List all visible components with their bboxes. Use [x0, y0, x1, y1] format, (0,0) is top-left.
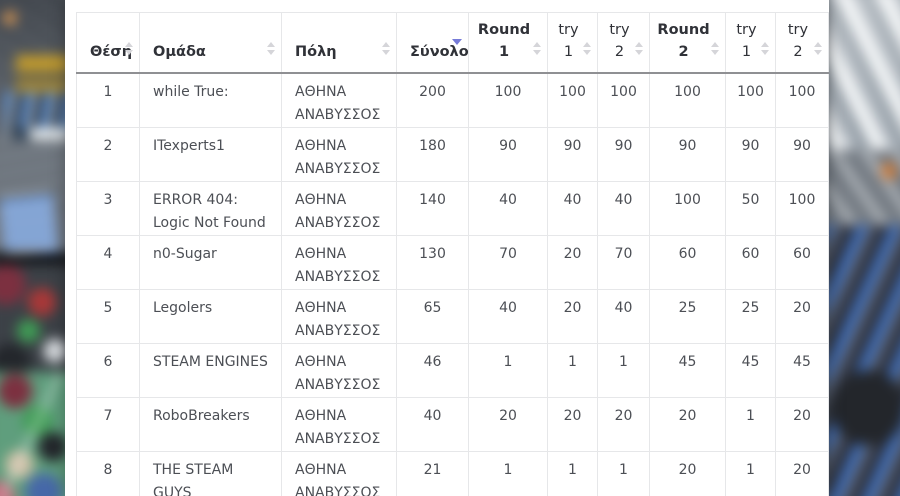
table-cell: 40	[469, 182, 548, 236]
column-label-line1: Round	[657, 22, 710, 38]
table-cell: 20	[776, 398, 829, 452]
table-cell: 140	[397, 182, 469, 236]
table-cell: ΑΘΗΝΑ ΑΝΑΒΥΣΣΟΣ	[282, 73, 397, 128]
table-cell: 4	[77, 236, 140, 290]
table-cell: 90	[726, 128, 776, 182]
table-cell: ERROR 404: Logic Not Found	[140, 182, 282, 236]
table-cell: ΑΘΗΝΑ ΑΝΑΒΥΣΣΟΣ	[282, 290, 397, 344]
table-cell: ΑΘΗΝΑ ΑΝΑΒΥΣΣΟΣ	[282, 344, 397, 398]
table-row	[77, 73, 829, 128]
table-row	[77, 398, 829, 452]
table-cell: 20	[469, 398, 548, 452]
table-cell: 90	[548, 128, 598, 182]
column-label-line2: 2	[793, 44, 803, 60]
right-stand-crowd	[825, 225, 900, 496]
column-header-r1try1[interactable]	[548, 13, 598, 74]
table-cell: 50	[726, 182, 776, 236]
table-cell: 25	[650, 290, 726, 344]
table-cell: ΑΘΗΝΑ ΑΝΑΒΥΣΣΟΣ	[282, 236, 397, 290]
table-cell: 60	[726, 236, 776, 290]
column-header-r2try2[interactable]	[776, 13, 829, 74]
table-cell: 200	[397, 73, 469, 128]
column-header-r1try2[interactable]	[598, 13, 650, 74]
table-cell: 100	[598, 73, 650, 128]
table-cell: 8	[77, 452, 140, 496]
table-cell: 20	[598, 398, 650, 452]
table-cell: RoboBreakers	[140, 398, 282, 452]
table-cell: 2	[77, 128, 140, 182]
table-cell: 1	[726, 398, 776, 452]
table-row	[77, 344, 829, 398]
table-cell: 40	[397, 398, 469, 452]
table-cell: 100	[650, 73, 726, 128]
sort-toggle-icon[interactable]	[583, 42, 592, 55]
sort-toggle-icon[interactable]	[533, 42, 542, 55]
table-cell: 100	[776, 73, 829, 128]
table-cell: 20	[650, 452, 726, 496]
column-label-line1: try	[558, 22, 579, 38]
table-cell: 1	[726, 452, 776, 496]
table-row	[77, 452, 829, 496]
leaderboard-table	[76, 12, 829, 496]
column-label-line1: Πόλη	[295, 44, 337, 60]
table-cell: 90	[598, 128, 650, 182]
column-label-line1: Θέση	[90, 44, 133, 60]
sort-toggle-icon[interactable]	[635, 42, 644, 55]
table-cell: 70	[598, 236, 650, 290]
column-label-line2: 2	[614, 44, 625, 60]
column-header-total[interactable]	[397, 13, 469, 74]
table-cell: 21	[397, 452, 469, 496]
table-cell: 20	[650, 398, 726, 452]
table-cell: 20	[548, 290, 598, 344]
table-cell: 6	[77, 344, 140, 398]
table-cell: 5	[77, 290, 140, 344]
table-cell: 1	[469, 452, 548, 496]
table-cell: Legolers	[140, 290, 282, 344]
table-cell: 1	[548, 344, 598, 398]
table-cell: ΑΘΗΝΑ ΑΝΑΒΥΣΣΟΣ	[282, 452, 397, 496]
table-cell: THE STEAM GUYS	[140, 452, 282, 496]
table-row	[77, 182, 829, 236]
table-cell: ΑΘΗΝΑ ΑΝΑΒΥΣΣΟΣ	[282, 182, 397, 236]
table-cell: 60	[776, 236, 829, 290]
sort-toggle-icon[interactable]	[711, 42, 720, 55]
table-cell: 25	[726, 290, 776, 344]
column-label-line2: 1	[498, 44, 510, 60]
table-cell: 90	[650, 128, 726, 182]
table-cell: 45	[650, 344, 726, 398]
table-cell: STEAM ENGINES	[140, 344, 282, 398]
content-card	[65, 0, 829, 496]
table-row	[77, 236, 829, 290]
table-cell: 45	[776, 344, 829, 398]
table-row	[77, 128, 829, 182]
column-header-position[interactable]	[77, 13, 140, 74]
sort-toggle-icon[interactable]	[125, 42, 134, 55]
sort-toggle-icon[interactable]	[814, 42, 823, 55]
column-label-line1: try	[609, 22, 630, 38]
column-header-round1[interactable]	[469, 13, 548, 74]
column-label-line2: 2	[678, 44, 689, 60]
table-cell: 100	[726, 73, 776, 128]
table-cell: 60	[650, 236, 726, 290]
table-cell: 40	[548, 182, 598, 236]
table-cell: 130	[397, 236, 469, 290]
table-cell: 90	[469, 128, 548, 182]
table-row	[77, 290, 829, 344]
column-label-line2: 1	[563, 44, 574, 60]
sort-toggle-icon[interactable]	[761, 42, 770, 55]
table-cell: 100	[650, 182, 726, 236]
table-cell: 46	[397, 344, 469, 398]
column-label-line1: Ομάδα	[153, 44, 206, 60]
table-cell: ΑΘΗΝΑ ΑΝΑΒΥΣΣΟΣ	[282, 128, 397, 182]
column-label-line1: try	[736, 22, 757, 38]
table-cell: ITexperts1	[140, 128, 282, 182]
table-cell: ΑΘΗΝΑ ΑΝΑΒΥΣΣΟΣ	[282, 398, 397, 452]
table-cell: 20	[776, 452, 829, 496]
table-cell: 7	[77, 398, 140, 452]
table-cell: 40	[598, 182, 650, 236]
column-label-line1: try	[787, 22, 809, 38]
sort-desc-icon[interactable]	[452, 39, 462, 46]
table-cell: 3	[77, 182, 140, 236]
table-header-row	[77, 13, 829, 74]
table-cell: 100	[776, 182, 829, 236]
arena-spotlight	[2, 10, 18, 26]
table-cell: 1	[77, 73, 140, 128]
column-header-round2[interactable]	[650, 13, 726, 74]
table-cell: n0-Sugar	[140, 236, 282, 290]
table-cell: 40	[469, 290, 548, 344]
roof-light	[880, 160, 898, 182]
table-cell: 20	[776, 290, 829, 344]
column-header-city[interactable]	[282, 13, 397, 74]
table-cell: 40	[598, 290, 650, 344]
column-label-line1: Σύνολο	[410, 44, 469, 60]
table-cell: 100	[469, 73, 548, 128]
sort-toggle-icon[interactable]	[382, 42, 391, 55]
table-cell: 90	[776, 128, 829, 182]
table-cell: 70	[469, 236, 548, 290]
table-cell: 45	[726, 344, 776, 398]
sort-toggle-icon[interactable]	[267, 42, 276, 55]
table-cell: 100	[548, 73, 598, 128]
table-cell: 1	[469, 344, 548, 398]
table-cell: 20	[548, 398, 598, 452]
table-cell: 20	[548, 236, 598, 290]
column-label-line1: Round	[477, 22, 531, 38]
table-cell: while True:	[140, 73, 282, 128]
table-cell: 1	[598, 344, 650, 398]
table-cell: 65	[397, 290, 469, 344]
column-header-team[interactable]	[140, 13, 282, 74]
table-cell: 1	[598, 452, 650, 496]
column-label-line2: 1	[741, 44, 752, 60]
table-cell: 1	[548, 452, 598, 496]
column-header-r2try1[interactable]	[726, 13, 776, 74]
table-cell: 180	[397, 128, 469, 182]
greek-flag	[0, 193, 59, 260]
